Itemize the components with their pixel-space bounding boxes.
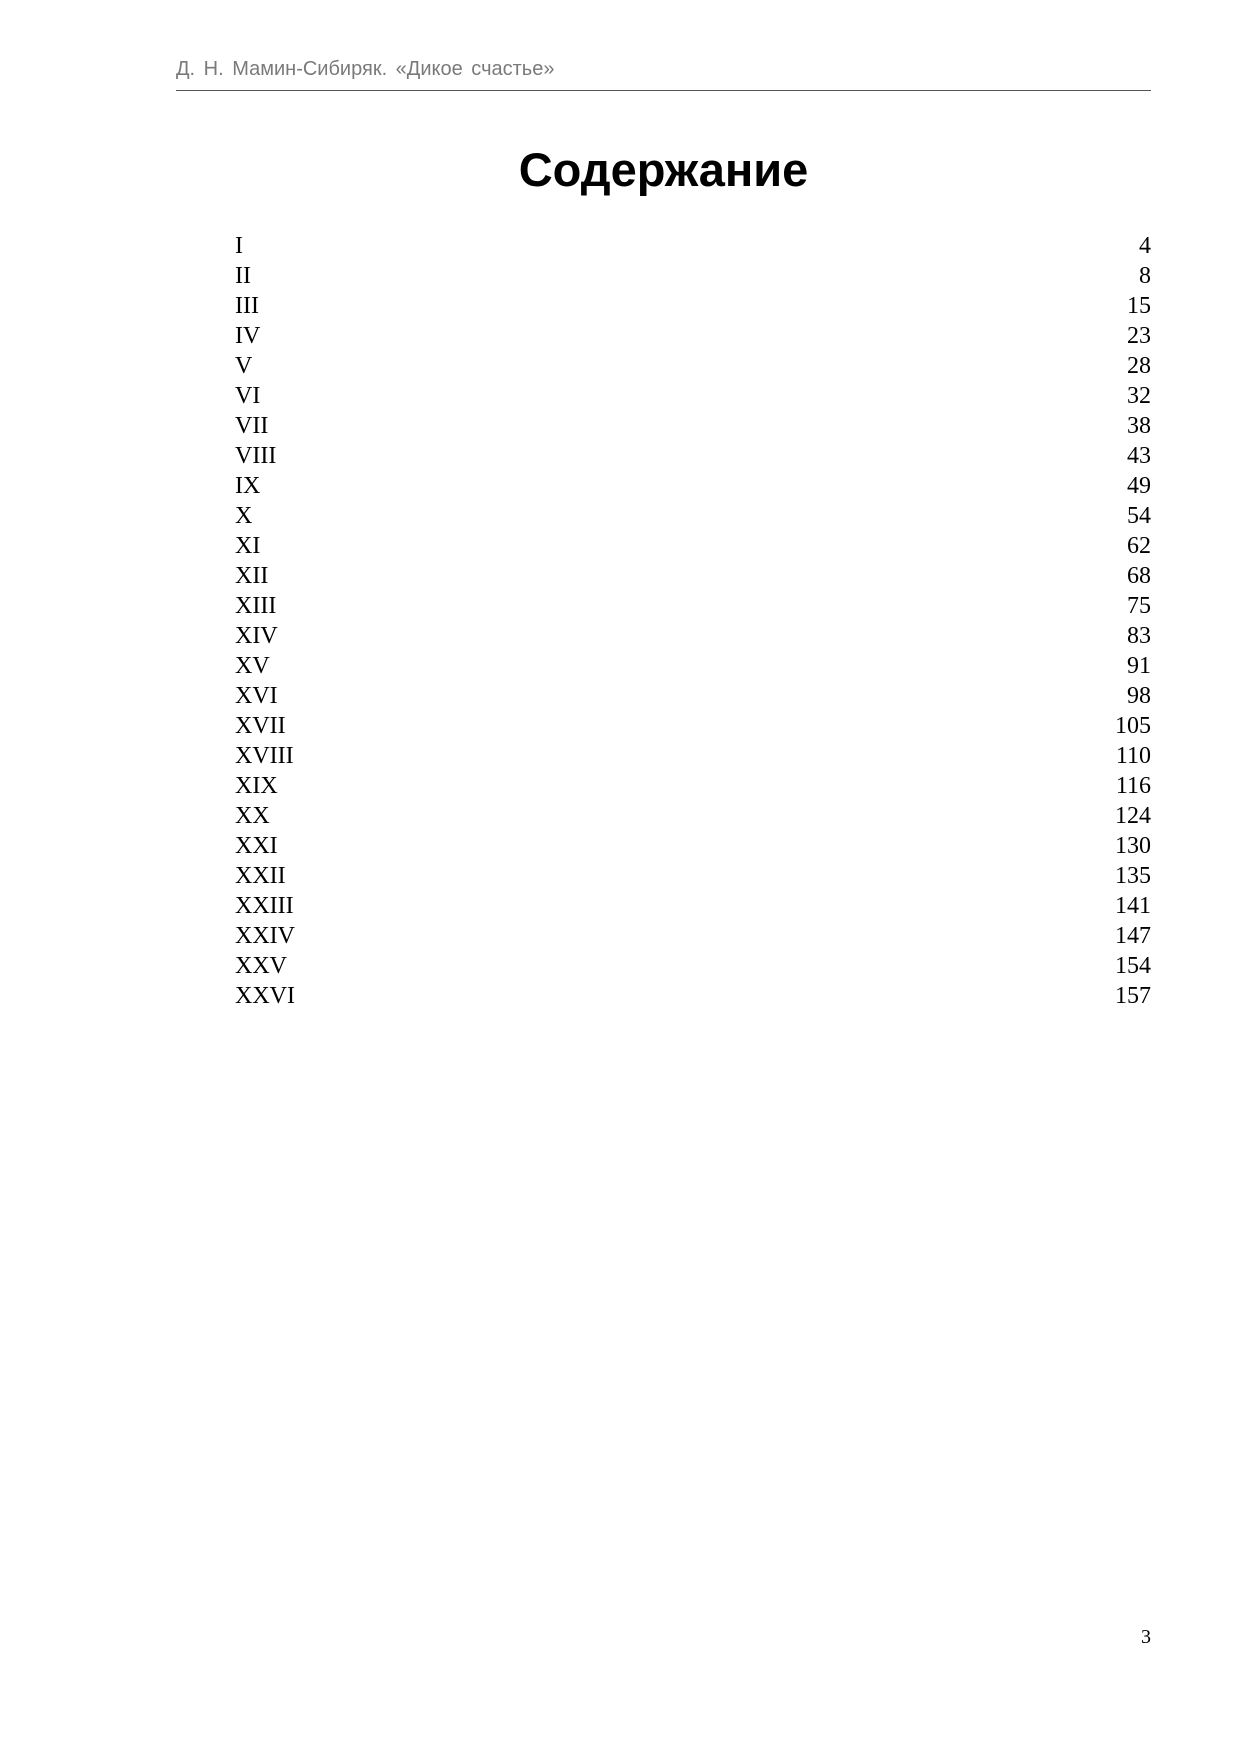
toc-entry[interactable]: [235, 501, 1151, 531]
toc-page-number: 110: [1115, 743, 1151, 769]
toc-entry[interactable]: [235, 831, 1151, 861]
toc-page-number: 32: [1127, 383, 1151, 409]
toc-entry[interactable]: [235, 231, 1151, 261]
toc-page-number: 157: [1115, 983, 1151, 1009]
toc-chapter-label: II: [235, 263, 251, 289]
toc-chapter-label: XVII: [235, 713, 286, 739]
toc-chapter-label: XVI: [235, 683, 278, 709]
toc-page-number: 75: [1127, 593, 1151, 619]
toc-page-number: 135: [1115, 863, 1151, 889]
toc-page-number: 49: [1127, 473, 1151, 499]
toc-page-number: 141: [1115, 893, 1151, 919]
toc-chapter-label: XX: [235, 803, 270, 829]
toc-page-number: 54: [1127, 503, 1151, 529]
toc-page-number: 62: [1127, 533, 1151, 559]
toc-page-number: 116: [1115, 773, 1151, 799]
toc-entry[interactable]: [235, 951, 1151, 981]
toc-chapter-label: XIV: [235, 623, 278, 649]
toc-entry[interactable]: [235, 801, 1151, 831]
toc-chapter-label: VII: [235, 413, 269, 439]
toc-chapter-label: XXI: [235, 833, 278, 859]
toc-page-number: 15: [1127, 293, 1151, 319]
toc-chapter-label: XII: [235, 563, 269, 589]
toc-page-number: 43: [1127, 443, 1151, 469]
toc-title: Содержание: [518, 143, 809, 196]
running-title: Д. Н. Мамин-Сибиряк. «Дикое счастье»: [176, 58, 555, 80]
toc-chapter-label: X: [235, 503, 253, 529]
toc-chapter-label: I: [235, 233, 243, 259]
toc-entry[interactable]: [235, 381, 1151, 411]
toc-entry[interactable]: [235, 981, 1151, 1011]
toc-chapter-label: IX: [235, 473, 261, 499]
toc-entry[interactable]: [235, 921, 1151, 951]
toc-entry[interactable]: [235, 621, 1151, 651]
toc-entry[interactable]: [235, 711, 1151, 741]
toc-chapter-label: XXIV: [235, 923, 295, 949]
toc-entry[interactable]: [235, 891, 1151, 921]
toc-chapter-label: VI: [235, 383, 261, 409]
toc-chapter-label: XXVI: [235, 983, 295, 1009]
toc-entry[interactable]: [235, 291, 1151, 321]
toc-entry[interactable]: [235, 561, 1151, 591]
toc-chapter-label: XXV: [235, 953, 287, 979]
toc-page-number: 8: [1139, 263, 1151, 289]
toc-list: [235, 231, 1151, 1011]
toc-entry[interactable]: [235, 261, 1151, 291]
toc-chapter-label: XIII: [235, 593, 277, 619]
toc-entry[interactable]: [235, 651, 1151, 681]
toc-page-number: 105: [1115, 713, 1151, 739]
toc-chapter-label: XI: [235, 533, 261, 559]
toc-entry[interactable]: [235, 771, 1151, 801]
toc-chapter-label: XXIII: [235, 893, 294, 919]
toc-chapter-label: VIII: [235, 443, 277, 469]
toc-chapter-label: V: [235, 353, 253, 379]
toc-page-number: 91: [1127, 653, 1151, 679]
toc-chapter-label: XIX: [235, 773, 278, 799]
toc-page-number: 154: [1115, 953, 1151, 979]
toc-chapter-label: IV: [235, 323, 261, 349]
toc-entry[interactable]: [235, 351, 1151, 381]
toc-entry[interactable]: [235, 321, 1151, 351]
toc-page-number: 83: [1127, 623, 1151, 649]
toc-entry[interactable]: [235, 861, 1151, 891]
toc-page-number: 38: [1127, 413, 1151, 439]
toc-page-number: 23: [1127, 323, 1151, 349]
page-number: 3: [1141, 1626, 1151, 1648]
toc-entry[interactable]: [235, 441, 1151, 471]
toc-entry[interactable]: [235, 471, 1151, 501]
page-header: [176, 56, 1151, 91]
toc-entry[interactable]: [235, 591, 1151, 621]
toc-chapter-label: XV: [235, 653, 270, 679]
toc-page-number: 68: [1127, 563, 1151, 589]
toc-entry[interactable]: [235, 681, 1151, 711]
toc-page-number: 98: [1127, 683, 1151, 709]
toc-entry[interactable]: [235, 411, 1151, 441]
toc-page-number: 147: [1115, 923, 1151, 949]
toc-entry[interactable]: [235, 531, 1151, 561]
toc-page-number: 124: [1115, 803, 1151, 829]
toc-entry[interactable]: [235, 741, 1151, 771]
toc-chapter-label: XXII: [235, 863, 286, 889]
toc-page-number: 4: [1139, 233, 1151, 259]
toc-chapter-label: XVIII: [235, 743, 294, 769]
toc-page-number: 28: [1127, 353, 1151, 379]
toc-page-number: 130: [1115, 833, 1151, 859]
toc-chapter-label: III: [235, 293, 259, 319]
